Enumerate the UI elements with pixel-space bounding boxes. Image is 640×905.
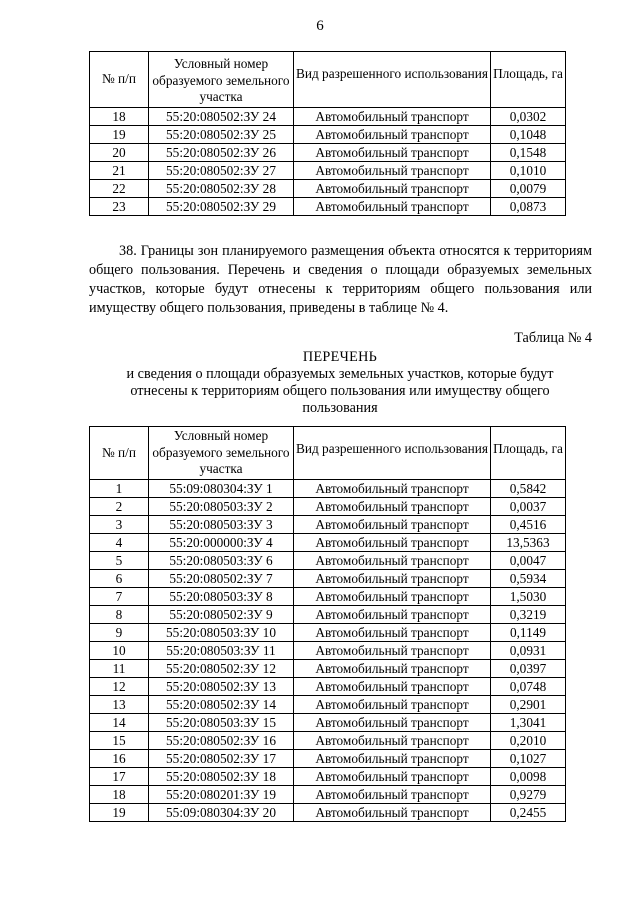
cell-number: 19 bbox=[90, 804, 149, 822]
table-row bbox=[90, 552, 566, 570]
cell-plot-id: 55:20:000000:ЗУ 4 bbox=[149, 534, 294, 552]
cell-usage-type: Автомобильный транспорт bbox=[294, 732, 491, 750]
cell-area: 1,3041 bbox=[491, 714, 566, 732]
cell-number: 8 bbox=[90, 606, 149, 624]
cell-plot-id: 55:20:080502:ЗУ 12 bbox=[149, 660, 294, 678]
table-row bbox=[90, 198, 566, 216]
cell-usage-type: Автомобильный транспорт bbox=[294, 714, 491, 732]
cell-plot-id: 55:20:080503:ЗУ 2 bbox=[149, 498, 294, 516]
cell-area: 0,1048 bbox=[491, 126, 566, 144]
cell-plot-id: 55:20:080503:ЗУ 8 bbox=[149, 588, 294, 606]
table-caption: Таблица № 4 bbox=[514, 330, 592, 346]
cell-number: 4 bbox=[90, 534, 149, 552]
cell-area: 0,0931 bbox=[491, 642, 566, 660]
cell-number: 6 bbox=[90, 570, 149, 588]
cell-usage-type: Автомобильный транспорт bbox=[294, 144, 491, 162]
cell-number: 21 bbox=[90, 162, 149, 180]
cell-number: 1 bbox=[90, 480, 149, 498]
table-row bbox=[90, 588, 566, 606]
table-row bbox=[90, 696, 566, 714]
cell-area: 0,5934 bbox=[491, 570, 566, 588]
cell-area: 0,1027 bbox=[491, 750, 566, 768]
cell-number: 19 bbox=[90, 126, 149, 144]
table-row bbox=[90, 516, 566, 534]
cell-number: 9 bbox=[90, 624, 149, 642]
cell-usage-type: Автомобильный транспорт bbox=[294, 678, 491, 696]
cell-usage-type: Автомобильный транспорт bbox=[294, 162, 491, 180]
table-row bbox=[90, 732, 566, 750]
table-row bbox=[90, 126, 566, 144]
cell-usage-type: Автомобильный транспорт bbox=[294, 768, 491, 786]
cell-area: 0,1548 bbox=[491, 144, 566, 162]
cell-usage-type: Автомобильный транспорт bbox=[294, 516, 491, 534]
cell-number: 22 bbox=[90, 180, 149, 198]
table-row bbox=[90, 108, 566, 126]
header-usage-type: Вид разрешенного использования bbox=[294, 427, 491, 480]
table-header-row bbox=[90, 427, 566, 480]
cell-number: 13 bbox=[90, 696, 149, 714]
cell-usage-type: Автомобильный транспорт bbox=[294, 552, 491, 570]
cell-plot-id: 55:20:080502:ЗУ 7 bbox=[149, 570, 294, 588]
cell-number: 16 bbox=[90, 750, 149, 768]
cell-plot-id: 55:20:080502:ЗУ 26 bbox=[149, 144, 294, 162]
cell-area: 0,2901 bbox=[491, 696, 566, 714]
cell-area: 0,5842 bbox=[491, 480, 566, 498]
cell-usage-type: Автомобильный транспорт bbox=[294, 660, 491, 678]
cell-plot-id: 55:20:080502:ЗУ 29 bbox=[149, 198, 294, 216]
table-row bbox=[90, 804, 566, 822]
table-row bbox=[90, 180, 566, 198]
header-area: Площадь, га bbox=[491, 52, 566, 108]
cell-plot-id: 55:20:080502:ЗУ 18 bbox=[149, 768, 294, 786]
cell-area: 0,0098 bbox=[491, 768, 566, 786]
cell-plot-id: 55:09:080304:ЗУ 20 bbox=[149, 804, 294, 822]
cell-number: 12 bbox=[90, 678, 149, 696]
cell-number: 3 bbox=[90, 516, 149, 534]
cell-usage-type: Автомобильный транспорт bbox=[294, 696, 491, 714]
cell-area: 0,0037 bbox=[491, 498, 566, 516]
cell-area: 13,5363 bbox=[491, 534, 566, 552]
header-area: Площадь, га bbox=[491, 427, 566, 480]
cell-usage-type: Автомобильный транспорт bbox=[294, 108, 491, 126]
cell-number: 11 bbox=[90, 660, 149, 678]
cell-number: 5 bbox=[90, 552, 149, 570]
cell-plot-id: 55:20:080502:ЗУ 14 bbox=[149, 696, 294, 714]
header-usage-type: Вид разрешенного использования bbox=[294, 52, 491, 108]
cell-usage-type: Автомобильный транспорт bbox=[294, 498, 491, 516]
cell-plot-id: 55:20:080502:ЗУ 9 bbox=[149, 606, 294, 624]
cell-plot-id: 55:20:080503:ЗУ 6 bbox=[149, 552, 294, 570]
cell-area: 0,0079 bbox=[491, 180, 566, 198]
cell-plot-id: 55:20:080502:ЗУ 25 bbox=[149, 126, 294, 144]
table-header-row bbox=[90, 52, 566, 108]
cell-plot-id: 55:20:080503:ЗУ 3 bbox=[149, 516, 294, 534]
cell-plot-id: 55:20:080503:ЗУ 15 bbox=[149, 714, 294, 732]
table-row bbox=[90, 678, 566, 696]
cell-usage-type: Автомобильный транспорт bbox=[294, 624, 491, 642]
table-row bbox=[90, 570, 566, 588]
table-row bbox=[90, 480, 566, 498]
cell-number: 7 bbox=[90, 588, 149, 606]
cell-number: 23 bbox=[90, 198, 149, 216]
cell-usage-type: Автомобильный транспорт bbox=[294, 126, 491, 144]
cell-number: 2 bbox=[90, 498, 149, 516]
cell-plot-id: 55:20:080502:ЗУ 28 bbox=[149, 180, 294, 198]
cell-area: 0,0397 bbox=[491, 660, 566, 678]
cell-usage-type: Автомобильный транспорт bbox=[294, 180, 491, 198]
table-row bbox=[90, 786, 566, 804]
cell-plot-id: 55:20:080502:ЗУ 13 bbox=[149, 678, 294, 696]
cell-usage-type: Автомобильный транспорт bbox=[294, 606, 491, 624]
header-plot-id: Условный номер образуемого земельного участка bbox=[149, 52, 294, 108]
header-number: № п/п bbox=[90, 427, 149, 480]
cell-area: 0,2010 bbox=[491, 732, 566, 750]
cell-plot-id: 55:20:080503:ЗУ 11 bbox=[149, 642, 294, 660]
table-row bbox=[90, 624, 566, 642]
cell-usage-type: Автомобильный транспорт bbox=[294, 786, 491, 804]
cell-plot-id: 55:20:080502:ЗУ 17 bbox=[149, 750, 294, 768]
table-row bbox=[90, 768, 566, 786]
cell-plot-id: 55:20:080502:ЗУ 27 bbox=[149, 162, 294, 180]
cell-number: 18 bbox=[90, 786, 149, 804]
table-row bbox=[90, 606, 566, 624]
list-title: ПЕРЕЧЕНЬ bbox=[302, 349, 378, 365]
cell-area: 0,0302 bbox=[491, 108, 566, 126]
cell-plot-id: 55:09:080304:ЗУ 1 bbox=[149, 480, 294, 498]
cell-usage-type: Автомобильный транспорт bbox=[294, 642, 491, 660]
table-row bbox=[90, 162, 566, 180]
header-number: № п/п bbox=[90, 52, 149, 108]
plots-table-continued bbox=[89, 51, 566, 216]
cell-plot-id: 55:20:080201:ЗУ 19 bbox=[149, 786, 294, 804]
cell-number: 18 bbox=[90, 108, 149, 126]
table-row bbox=[90, 534, 566, 552]
cell-number: 17 bbox=[90, 768, 149, 786]
cell-usage-type: Автомобильный транспорт bbox=[294, 480, 491, 498]
cell-usage-type: Автомобильный транспорт bbox=[294, 534, 491, 552]
cell-number: 14 bbox=[90, 714, 149, 732]
header-plot-id: Условный номер образуемого земельного участка bbox=[149, 427, 294, 480]
cell-area: 0,1149 bbox=[491, 624, 566, 642]
cell-plot-id: 55:20:080503:ЗУ 10 bbox=[149, 624, 294, 642]
cell-area: 0,1010 bbox=[491, 162, 566, 180]
table-row bbox=[90, 144, 566, 162]
list-subtitle: и сведения о площади образуемых земельных участков, которые будут отнесены к территориям общего пользования или имуществу общего пользования bbox=[126, 366, 554, 416]
cell-area: 0,2455 bbox=[491, 804, 566, 822]
cell-usage-type: Автомобильный транспорт bbox=[294, 588, 491, 606]
table-row bbox=[90, 750, 566, 768]
cell-usage-type: Автомобильный транспорт bbox=[294, 804, 491, 822]
page-number: 6 bbox=[316, 18, 324, 34]
cell-plot-id: 55:20:080502:ЗУ 16 bbox=[149, 732, 294, 750]
cell-usage-type: Автомобильный транспорт bbox=[294, 750, 491, 768]
cell-usage-type: Автомобильный транспорт bbox=[294, 198, 491, 216]
cell-plot-id: 55:20:080502:ЗУ 24 bbox=[149, 108, 294, 126]
cell-area: 1,5030 bbox=[491, 588, 566, 606]
cell-area: 0,0047 bbox=[491, 552, 566, 570]
cell-number: 10 bbox=[90, 642, 149, 660]
cell-number: 20 bbox=[90, 144, 149, 162]
table-row bbox=[90, 642, 566, 660]
table-row bbox=[90, 714, 566, 732]
section-38-paragraph: 38. Границы зон планируемого размещения объекта относятся к территориям общего пользования. Перечень и сведения о площади образуемых земельных участков, которые будут отнесены к территориям общего пользования или имуществу общего пользования, приведены в таблице № 4. bbox=[89, 243, 592, 317]
cell-area: 0,0748 bbox=[491, 678, 566, 696]
table-4 bbox=[89, 426, 566, 822]
cell-area: 0,4516 bbox=[491, 516, 566, 534]
cell-usage-type: Автомобильный транспорт bbox=[294, 570, 491, 588]
cell-number: 15 bbox=[90, 732, 149, 750]
table-row bbox=[90, 660, 566, 678]
table-row bbox=[90, 498, 566, 516]
cell-area: 0,0873 bbox=[491, 198, 566, 216]
cell-area: 0,3219 bbox=[491, 606, 566, 624]
cell-area: 0,9279 bbox=[491, 786, 566, 804]
